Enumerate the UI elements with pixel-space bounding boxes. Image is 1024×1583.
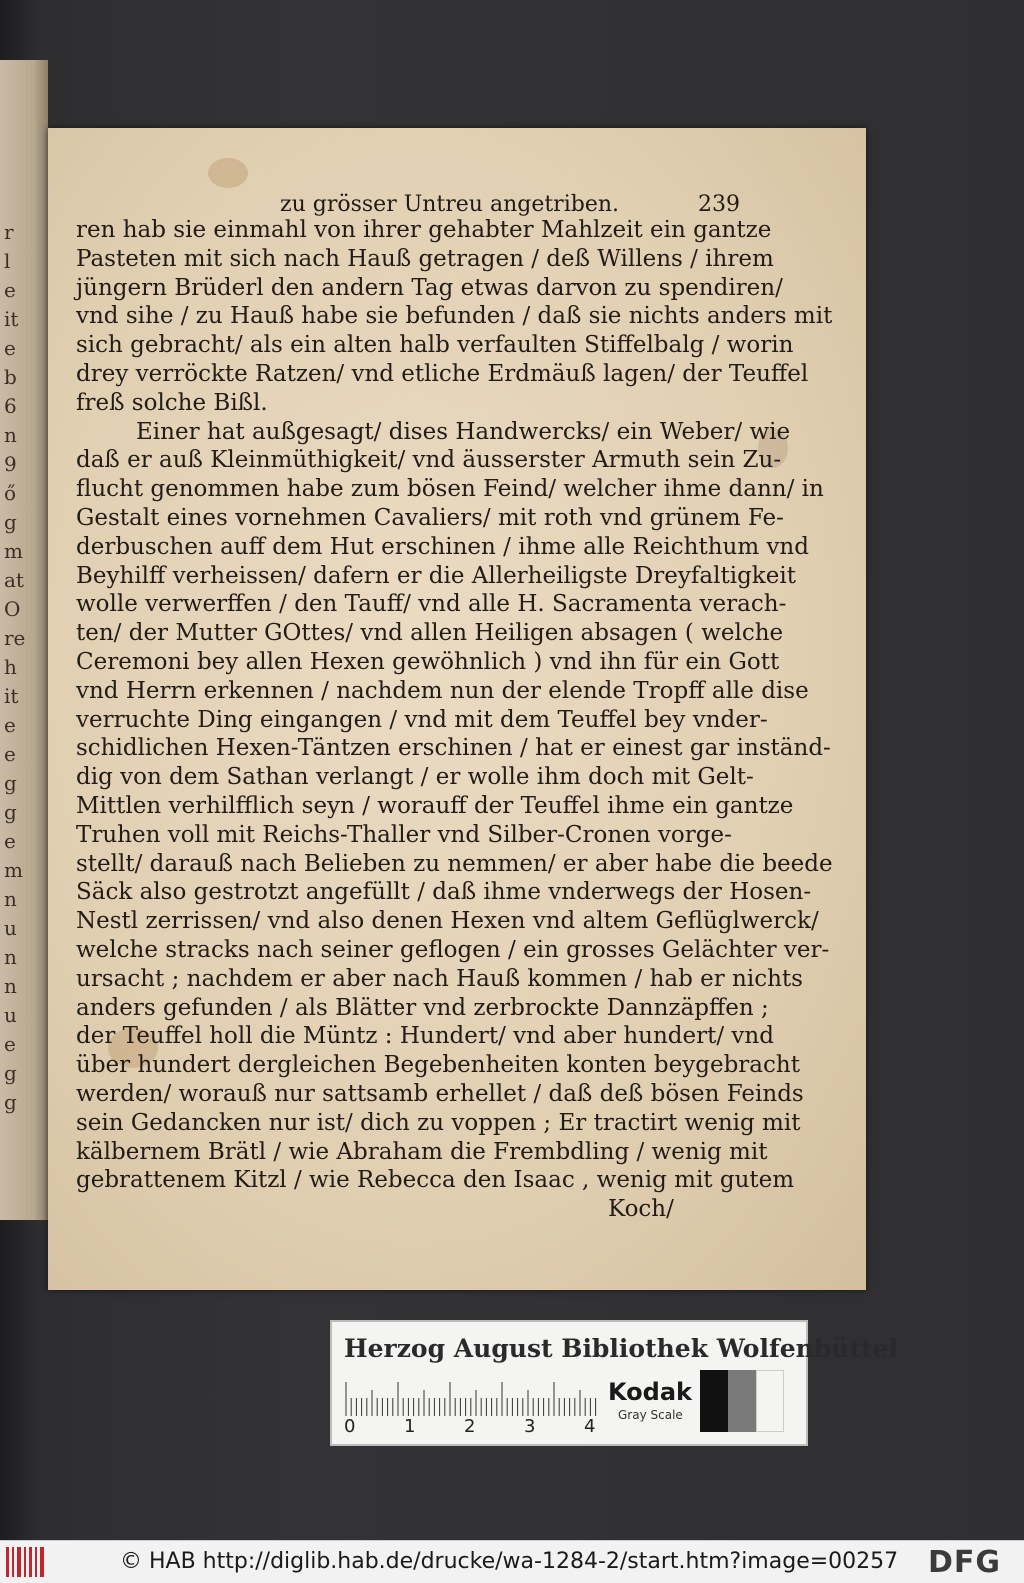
adjacent-text-fragment: g: [4, 1061, 17, 1085]
footer-bar: [0, 1540, 1024, 1583]
text-line: daß er auß Kleinmüthigkeit/ vnd äusserster Armuth sein Zu-: [76, 447, 782, 474]
adjacent-text-fragment: g: [4, 771, 17, 795]
adjacent-text-fragment: 6: [4, 394, 17, 418]
ruler-number: 0: [344, 1416, 356, 1437]
text-line: vnd sihe / zu Hauß habe sie befunden / daß sie nichts anders mit: [76, 303, 833, 330]
text-line: gebrattenem Kitzl / wie Rebecca den Isaac , wenig mit gutem: [76, 1167, 795, 1194]
text-line: Gestalt eines vornehmen Cavaliers/ mit roth vnd grünem Fe-: [76, 504, 784, 531]
adjacent-text-fragment: u: [4, 916, 17, 940]
running-head: zu grösser Untreu angetriben.: [280, 192, 620, 217]
catchword: Koch/: [608, 1196, 674, 1222]
text-line: flucht genommen habe zum bösen Feind/ welcher ihme dann/ in: [76, 476, 824, 503]
ruler-number: 2: [464, 1416, 476, 1437]
color-reference-card: [330, 1320, 898, 1446]
adjacent-text-fragment: b: [4, 365, 17, 389]
text-line: ursacht ; nachdem er aber nach Hauß kommen / hab er nichts: [76, 965, 803, 992]
adjacent-text-fragment: n: [4, 887, 17, 911]
adjacent-text-fragment: m: [4, 539, 23, 563]
adjacent-page-edge: [0, 60, 48, 1220]
text-line: über hundert dergleichen Begebenheiten konten beygebracht: [76, 1052, 800, 1079]
kodak-logo: Kodak: [608, 1378, 692, 1406]
adjacent-text-fragment: at: [4, 568, 24, 592]
citation-link[interactable]: © HAB http://diglib.hab.de/drucke/wa-1284-2/start.htm?image=00257: [120, 1549, 899, 1574]
text-line: Nestl zerrissen/ vnd also denen Hexen vnd altem Geflüglwerck/: [76, 908, 819, 935]
text-line: der Teuffel holl die Müntz : Hundert/ vnd aber hundert/ vnd: [76, 1023, 774, 1050]
text-line: anders gefunden / als Blätter vnd zerbrockte Dannzäpffen ;: [76, 994, 769, 1021]
ruler-number: 4: [584, 1416, 596, 1437]
adjacent-text-fragment: n: [4, 974, 17, 998]
text-line: werden/ worauß nur sattsamb erhellet / daß deß bösen Feinds: [76, 1080, 804, 1107]
text-line: jüngern Brüderl den andern Tag etwas darvon zu spendiren/: [76, 274, 783, 301]
adjacent-text-fragment: g: [4, 1090, 17, 1114]
barcode-icon: [6, 1547, 46, 1577]
text-line: Mittlen verhilfflich seyn / worauff der Teuffel ihme ein gantze: [76, 792, 794, 819]
text-line: sein Gedancken nur ist/ dich zu voppen ; Er tractirt wenig mit: [76, 1109, 801, 1136]
adjacent-text-fragment: it: [4, 307, 19, 331]
text-line: Säck also gestrotzt angefüllt / daß ihme vnderwegs der Hosen-: [76, 879, 812, 906]
page-body: [76, 216, 833, 1195]
adjacent-text-fragment: n: [4, 945, 17, 969]
adjacent-text-fragment: n: [4, 423, 17, 447]
text-line: Pasteten mit sich nach Hauß getragen / deß Willens / ihrem: [76, 245, 774, 272]
adjacent-text-fragment: ő: [4, 481, 17, 505]
ruler-number: 1: [404, 1416, 416, 1437]
adjacent-text-fragment: u: [4, 1003, 17, 1027]
adjacent-text-fragment: re: [4, 626, 26, 650]
gray-scale-label: Gray Scale: [618, 1408, 683, 1422]
adjacent-text-fragment: r: [4, 220, 14, 244]
scale-ruler: [344, 1380, 602, 1437]
adjacent-text-fragment: e: [4, 1032, 16, 1056]
adjacent-text-fragment: e: [4, 742, 16, 766]
dfg-logo: DFG: [928, 1545, 1002, 1580]
swatch-gray: [728, 1370, 756, 1432]
ruler-number: 3: [524, 1416, 536, 1437]
adjacent-text-fragment: it: [4, 684, 19, 708]
ruler-numbers: [344, 1416, 602, 1438]
text-line: Beyhilff verheissen/ dafern er die Allerheiligste Dreyfaltigkeit: [76, 562, 796, 589]
text-line: sich gebracht/ als ein alten halb verfaulten Stiffelbalg / worin: [76, 332, 794, 359]
text-line: welche stracks nach seiner geflogen / ein grosses Gelächter ver-: [76, 936, 830, 963]
ruler-ticks: [344, 1380, 602, 1416]
adjacent-text-fragment: g: [4, 510, 17, 534]
text-line: verruchte Ding eingangen / vnd mit dem Teuffel bey vnder-: [76, 706, 768, 733]
text-line: ten/ der Mutter GOttes/ vnd allen Heiligen absagen ( welche: [76, 620, 784, 647]
text-line: derbuschen auff dem Hut erschinen / ihme alle Reichthum vnd: [76, 533, 809, 560]
text-line: drey verröckte Ratzen/ vnd etliche Erdmäuß lagen/ der Teuffel: [76, 360, 809, 387]
library-name: Herzog August Bibliothek Wolfenbüttel: [344, 1334, 898, 1363]
text-line: freß solche Bißl.: [76, 389, 268, 416]
text-line: Truhen voll mit Reichs-Thaller vnd Silber-Cronen vorge-: [76, 821, 732, 848]
text-line: kälbernem Brätl / wie Abraham die Frembdling / wenig mit: [76, 1138, 768, 1165]
swatch-black: [700, 1370, 728, 1432]
text-line: dig von dem Sathan verlangt / er wolle ihm doch mit Gelt-: [76, 764, 754, 791]
adjacent-text-fragment: O: [4, 597, 21, 621]
adjacent-text-fragment: h: [4, 655, 17, 679]
text-line: stellt/ darauß nach Belieben zu nemmen/ er aber habe die beede: [76, 850, 833, 877]
text-line: wolle verwerffen / den Tauff/ vnd alle H. Sacramenta verach-: [76, 591, 787, 618]
adjacent-text-fragment: m: [4, 858, 23, 882]
adjacent-text-fragment: e: [4, 829, 16, 853]
paper-stain: [208, 158, 248, 188]
adjacent-text-fragment: e: [4, 278, 16, 302]
text-line: schidlichen Hexen-Täntzen erschinen / hat er einest gar inständ-: [76, 735, 831, 762]
text-line: Ceremoni bey allen Hexen gewöhnlich ) vnd ihn für ein Gott: [76, 648, 780, 675]
book-page: [48, 128, 866, 1290]
adjacent-text-fragment: g: [4, 800, 17, 824]
text-line: ren hab sie einmahl von ihrer gehabter Mahlzeit ein gantze: [76, 217, 772, 243]
text-line: Einer hat außgesagt/ dises Handwercks/ ein Weber/ wie: [136, 418, 791, 445]
adjacent-text-fragment: e: [4, 713, 16, 737]
page-number: 239: [698, 192, 740, 217]
text-line: vnd Herrn erkennen / nachdem nun der elende Tropff alle dise: [76, 677, 809, 704]
adjacent-text-fragment: 9: [4, 452, 17, 476]
swatch-white: [756, 1370, 784, 1432]
adjacent-text-fragment: l: [4, 249, 11, 273]
adjacent-text-fragment: e: [4, 336, 16, 360]
